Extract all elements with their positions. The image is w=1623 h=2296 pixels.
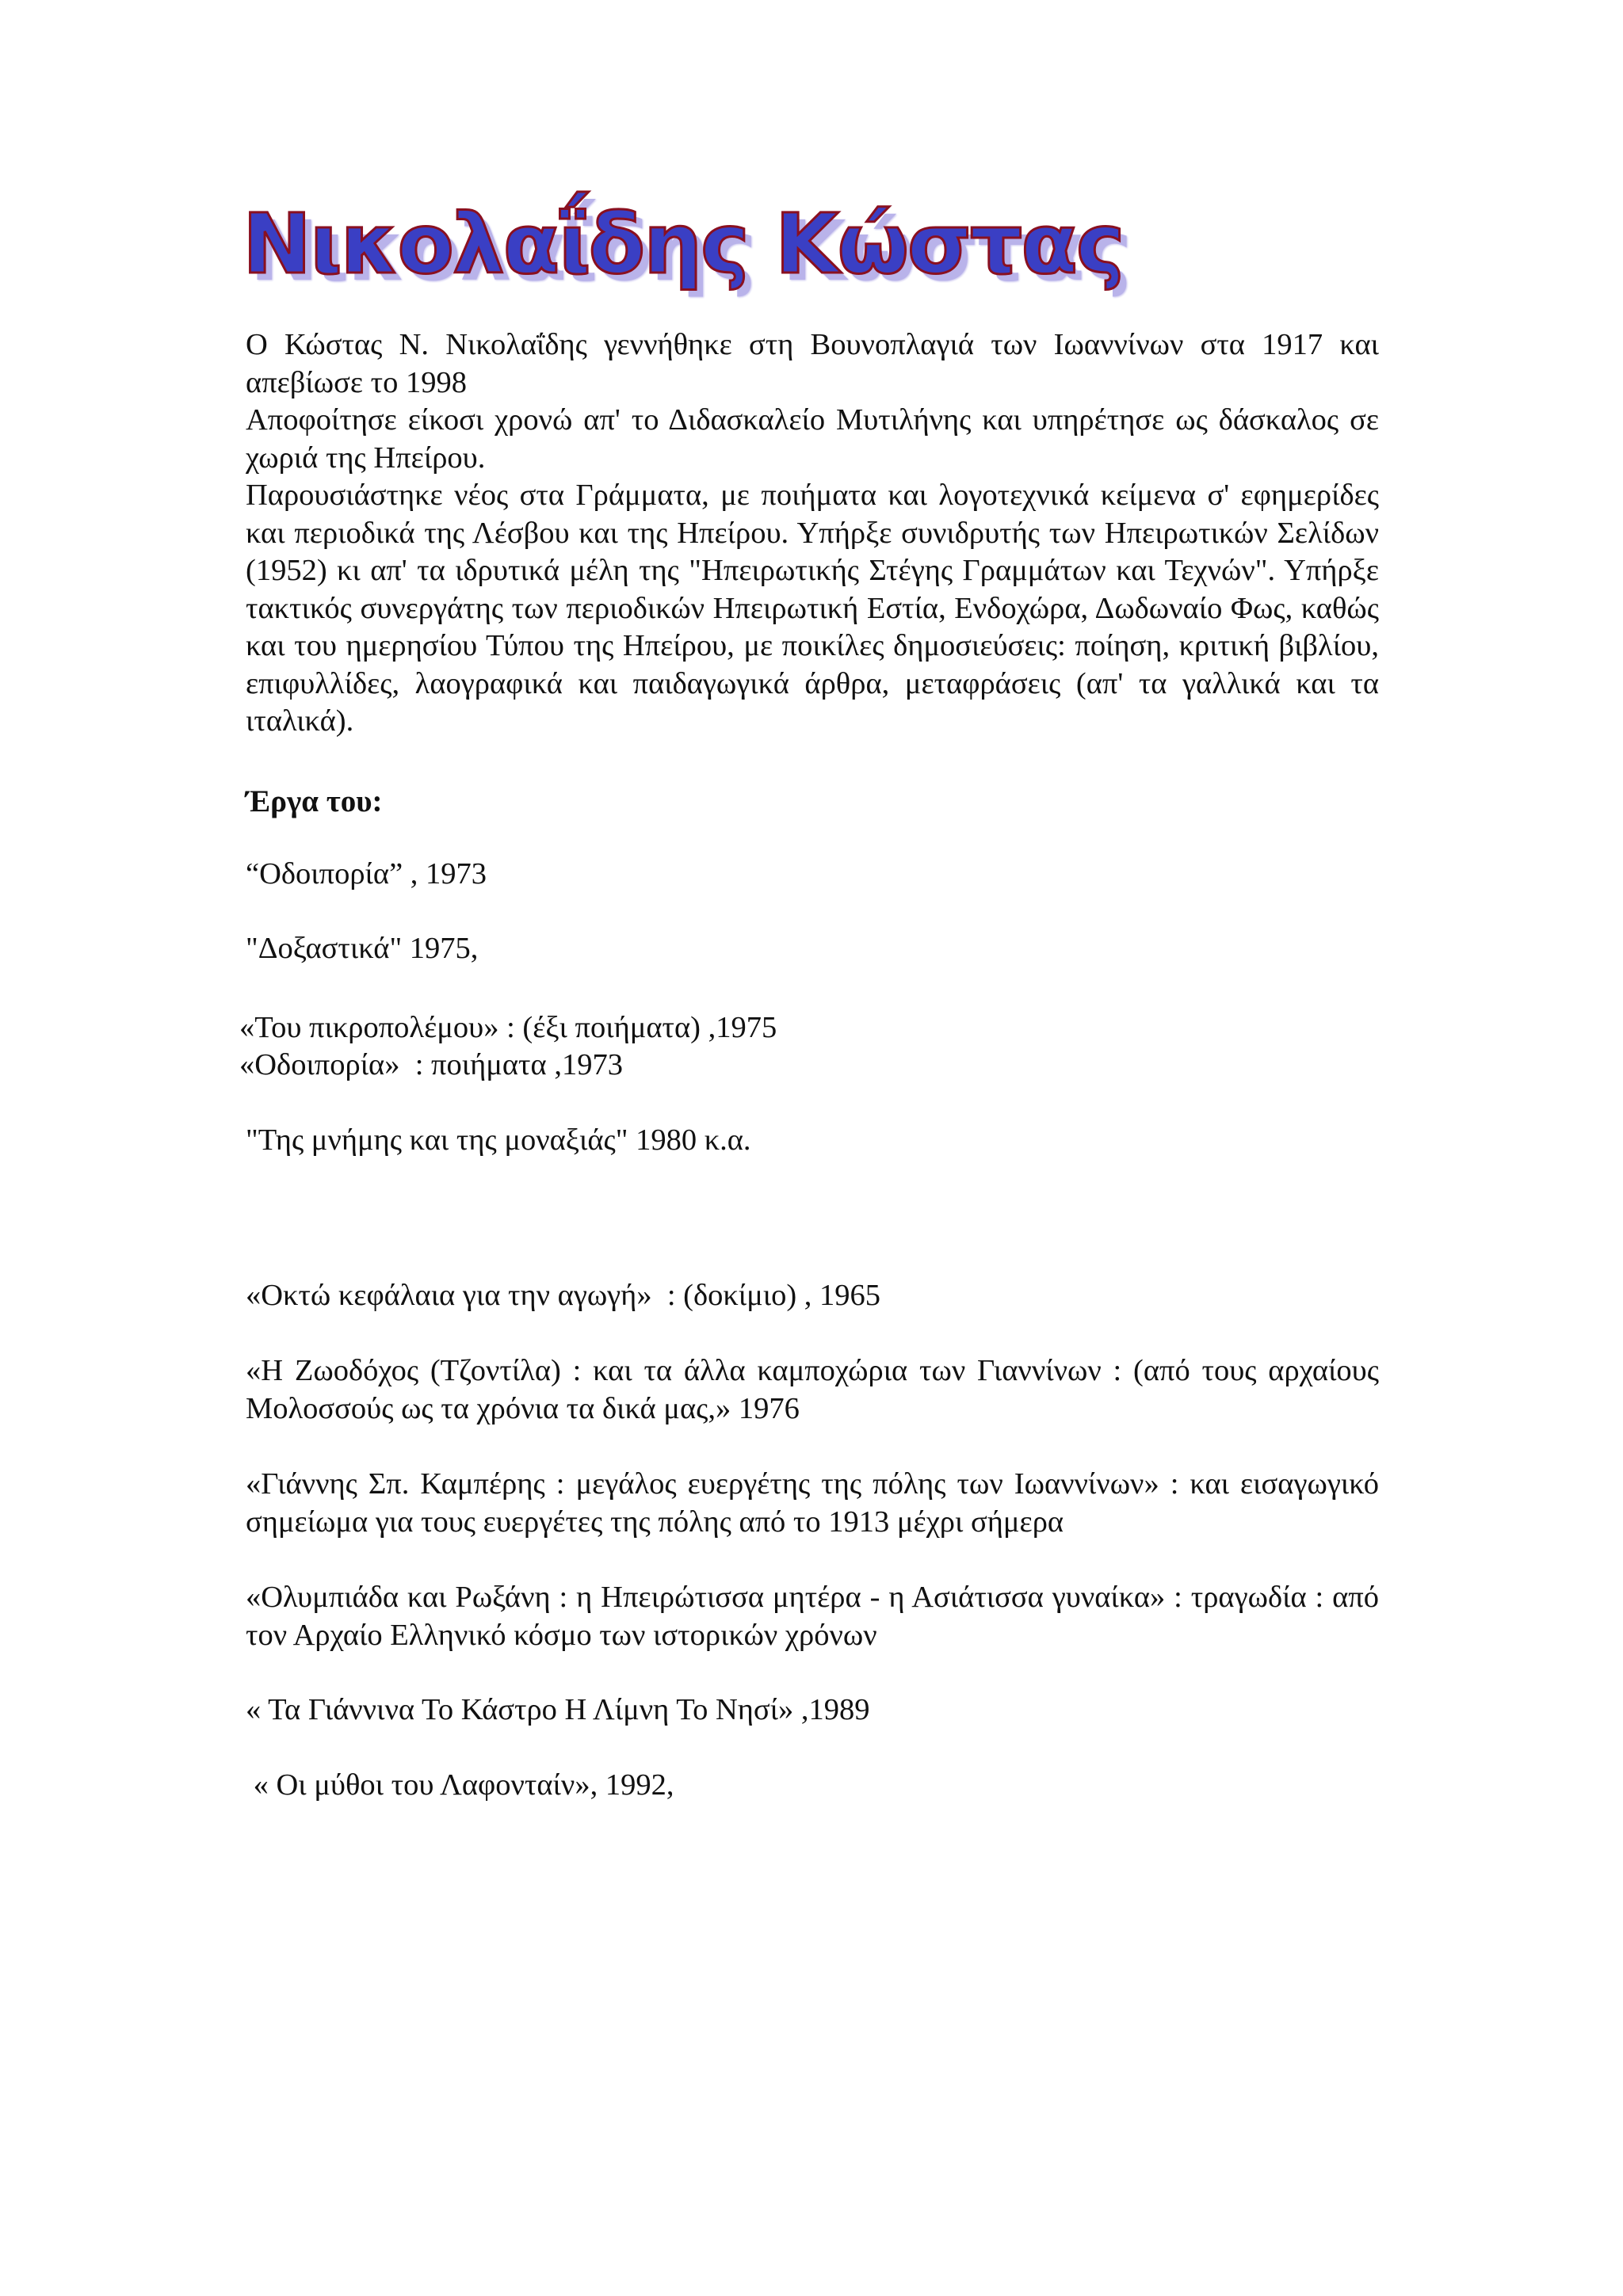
work-entry: «Ολυμπιάδα και Ρωξάνη : η Ηπειρώτισσα μητέρα - η Ασιάτισσα γυναίκα» : τραγωδία : από τον Αρχαίο Ελληνικό κόσμο των ιστορικών χρόνων <box>246 1581 1379 1652</box>
work-entry: “Οδοιπορία” , 1973 <box>246 857 487 891</box>
work-entry: «Γιάννης Σπ. Καμπέρης : μεγάλος ευεργέτης της πόλης των Ιωαννίνων» : και εισαγωγικό σημείωμα για τους ευεργέτες της πόλης από το 1913 μέχρι σήμερα <box>246 1467 1379 1539</box>
biography <box>246 326 1379 741</box>
works-heading: Έργα του: <box>246 784 383 818</box>
work-entry: «Οκτώ κεφάλαια για την αγωγή» : (δοκίμιο) , 1965 <box>246 1279 881 1312</box>
bio-paragraph: Ο Κώστας Ν. Νικολαΐδης γεννήθηκε στη Βουνοπλαγιά των Ιωαννίνων στα 1917 και απεβίωσε το 1998 <box>246 328 1379 399</box>
work-entry: « Οι μύθοι του Λαφονταίν», 1992, <box>246 1768 674 1802</box>
work-entry: "Της μνήμης και της μοναξιάς" 1980 κ.α. <box>246 1123 751 1157</box>
work-entry: "Δοξαστικά" 1975, <box>246 932 479 965</box>
work-entry: «Οδοιπορία» : ποιήματα ,1973 <box>239 1048 623 1081</box>
bio-paragraph: Παρουσιάστηκε νέος στα Γράμματα, με ποιήματα και λογοτεχνικά κείμενα σ' εφημερίδες και περιοδικά της Λέσβου και της Ηπείρου. Υπήρξε συνιδρυτής των Ηπειρωτικών Σελίδων (1952) κι απ' τα ιδρυτικά μέλη της "Ηπειρωτικής Στέγης Γραμμάτων και Τεχνών". Υπήρξε τακτικός συνεργάτης των περιοδικών Ηπειρωτική Εστία, Ενδοχώρα, Δωδωναίο Φως, καθώς και του ημερησίου Τύπου της Ηπείρου, με ποικίλες δημοσιεύσεις: ποίηση, κριτική βιβλίου, επιφυλλίδες, λαογραφικά και παιδαγωγικά άρθρα, μεταφράσεις (απ' τα γαλλικά και τα ιταλικά). <box>246 479 1379 738</box>
page-title: Νικολαΐδης Κώστας <box>242 196 1124 292</box>
work-entry: «Η Ζωοδόχος (Τζοντίλα) : και τα άλλα καμποχώρια των Γιαννίνων : (από τους αρχαίους Μολοσσούς ως τα χρόνια τα δικά μας,» 1976 <box>246 1354 1379 1425</box>
work-entry: « Τα Γιάννινα Το Κάστρο Η Λίμνη Το Νησί» ,1989 <box>246 1693 870 1726</box>
work-entry: «Του πικροπολέμου» : (έξι ποιήματα) ,1975 <box>239 1011 777 1044</box>
bio-paragraph: Αποφοίτησε είκοσι χρονώ απ' το Διδασκαλείο Μυτιλήνης και υπηρέτησε ως δάσκαλος σε χωριά της Ηπείρου. <box>246 403 1379 475</box>
